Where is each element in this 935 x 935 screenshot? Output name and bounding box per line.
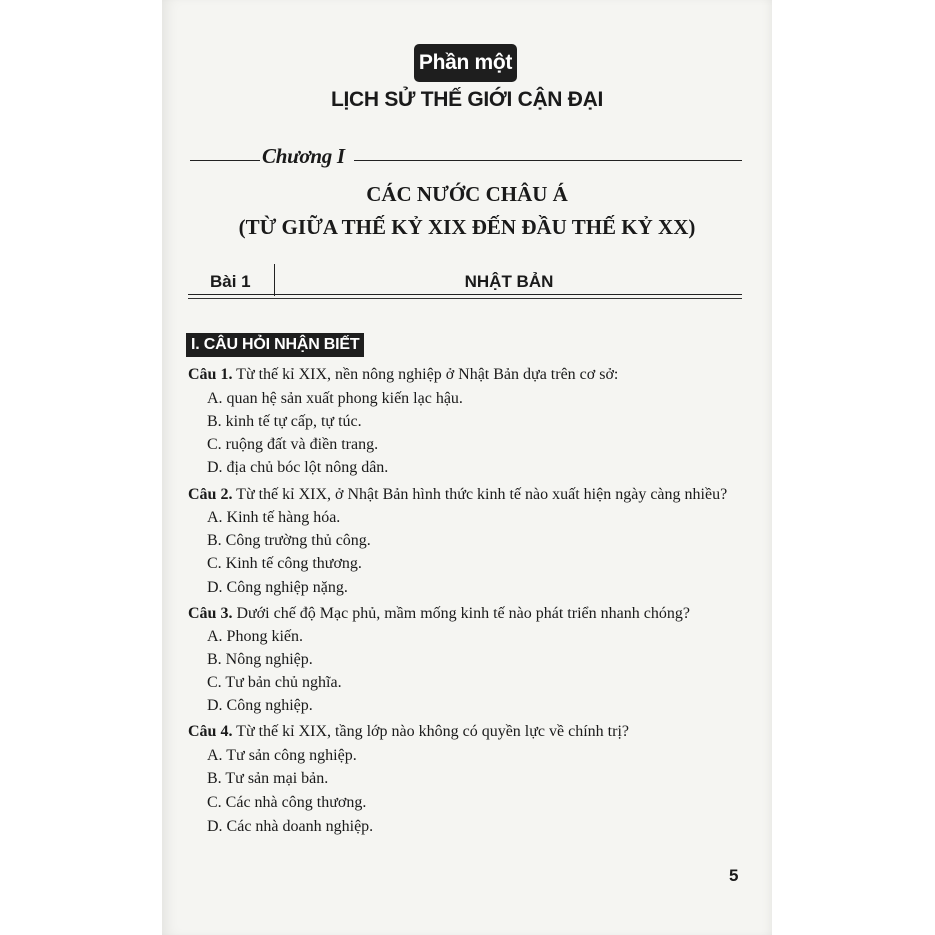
chapter-rule-left — [190, 160, 260, 161]
option-4d: D. Các nhà doanh nghiệp. — [207, 818, 374, 835]
option-3d: D. Công nghiệp. — [207, 697, 313, 714]
lesson-divider — [274, 264, 275, 296]
chapter-title-line2: (TỪ GIỮA THẾ KỶ XIX ĐẾN ĐẦU THẾ KỶ XX) — [238, 215, 696, 239]
question-2 — [188, 486, 727, 504]
option-3a: A. Phong kiến. — [207, 628, 303, 645]
question-1 — [188, 366, 618, 384]
option-1d: D. địa chủ bóc lột nông dân. — [207, 459, 389, 476]
chapter-title-line1: CÁC NƯỚC CHÂU Á — [366, 182, 568, 206]
question-text: Từ thế kỉ XIX, ở Nhật Bản hình thức kinh tế nào xuất hiện ngày càng nhiều? — [232, 486, 728, 503]
question-text: Từ thế kỉ XIX, nền nông nghiệp ở Nhật Bản dựa trên cơ sở: — [232, 366, 619, 383]
option-1b: B. kinh tế tự cấp, tự túc. — [207, 413, 362, 430]
option-2a: A. Kinh tế hàng hóa. — [207, 509, 341, 526]
question-text: Từ thế kỉ XIX, tầng lớp nào không có quyền lực về chính trị? — [232, 723, 629, 740]
part-title: LỊCH SỬ THẾ GIỚI CẬN ĐẠI — [331, 88, 603, 111]
part-label: Phần một — [414, 44, 517, 82]
chapter-label: Chương I — [262, 144, 345, 168]
option-3b: B. Nông nghiệp. — [207, 651, 313, 668]
lesson-number: Bài 1 — [210, 272, 251, 291]
option-4b: B. Tư sản mại bản. — [207, 770, 329, 787]
lesson-rule — [188, 294, 742, 295]
page-number: 5 — [729, 866, 739, 885]
lesson-rule-thin — [188, 298, 742, 299]
section-label: I. CÂU HỎI NHẬN BIẾT — [186, 333, 364, 357]
option-2c: C. Kinh tế công thương. — [207, 555, 362, 572]
option-4c: C. Các nhà công thương. — [207, 794, 367, 811]
question-label: Câu 2. — [188, 486, 233, 503]
option-1a: A. quan hệ sản xuất phong kiến lạc hậu. — [207, 390, 463, 407]
option-4a: A. Tư sản công nghiệp. — [207, 747, 357, 764]
lesson-title: NHẬT BẢN — [464, 272, 554, 291]
chapter-rule-right — [354, 160, 742, 161]
option-3c: C. Tư bản chủ nghĩa. — [207, 674, 342, 691]
option-2b: B. Công trường thủ công. — [207, 532, 371, 549]
option-2d: D. Công nghiệp nặng. — [207, 579, 348, 596]
question-3 — [188, 605, 690, 623]
option-1c: C. ruộng đất và điền trang. — [207, 436, 379, 453]
question-label: Câu 4. — [188, 723, 233, 740]
question-label: Câu 1. — [188, 366, 233, 383]
question-4 — [188, 723, 629, 741]
question-label: Câu 3. — [188, 605, 233, 622]
question-text: Dưới chế độ Mạc phủ, mầm mống kinh tế nào phát triển nhanh chóng? — [232, 605, 690, 622]
